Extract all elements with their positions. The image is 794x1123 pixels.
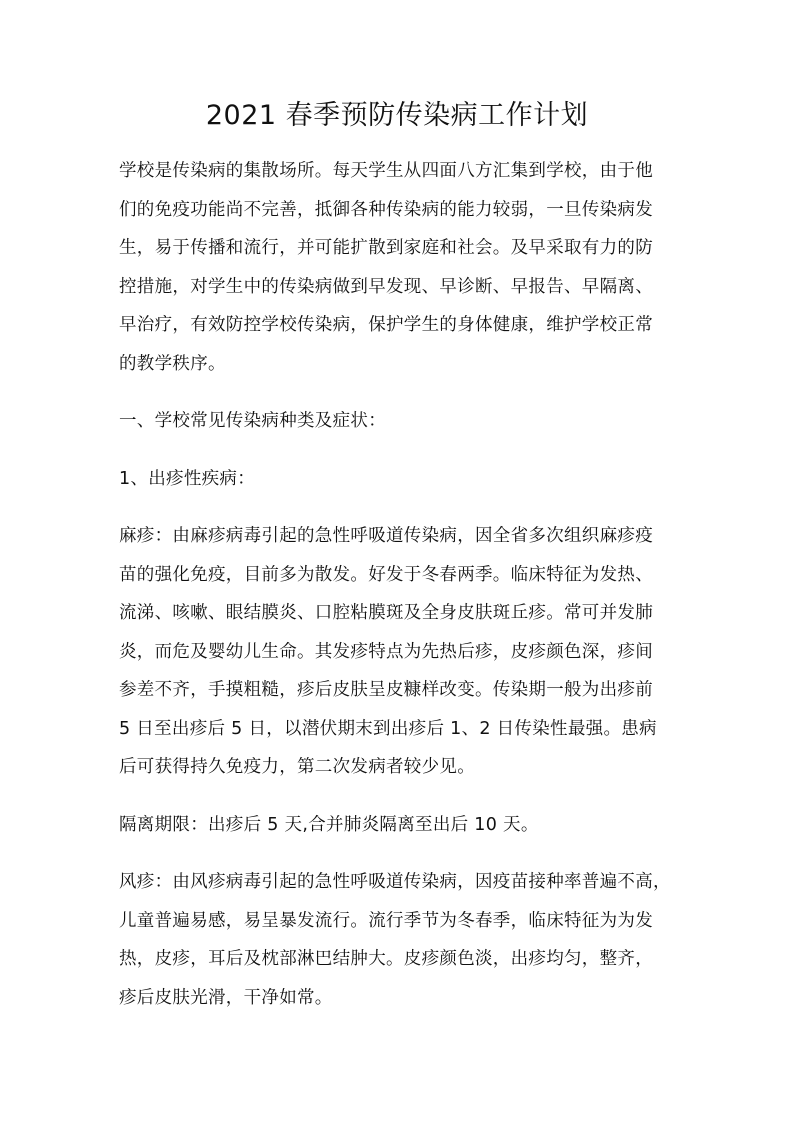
document-body bbox=[119, 152, 685, 1017]
paragraph-intro bbox=[119, 152, 685, 383]
text-line: 控措施，对学生中的传染病做到早发现、早诊断、早报告、早隔离、 bbox=[119, 276, 653, 297]
paragraph-rubella bbox=[119, 863, 685, 1017]
text-line: 一、学校常见传染病种类及症状： bbox=[119, 411, 386, 431]
text-line: 生，易于传播和流行，并可能扩散到家庭和社会。及早采取有力的防 bbox=[119, 238, 653, 258]
text-line: 疹后皮肤光滑，干净如常。 bbox=[119, 987, 333, 1008]
text-line: 参差不齐，手摸粗糙，疹后皮肤呈皮糠样改变。传染期一般为出疹前 bbox=[119, 680, 653, 700]
text-line: 热，皮疹，耳后及枕部淋巴结肿大。皮疹颜色淡，出疹均匀，整齐， bbox=[119, 949, 653, 969]
text-line: 的教学秩序。 bbox=[119, 353, 226, 374]
text-line: 5 日至出疹后 5 日，以潜伏期末到出疹后 1、2 日传染性最强。患病 bbox=[119, 718, 657, 739]
paragraph-measles bbox=[119, 517, 685, 787]
paragraph-isolation-period bbox=[119, 806, 685, 845]
text-line: 炎，而危及婴幼儿生命。其发疹特点为先热后疹，皮疹颜色深，疹间 bbox=[119, 641, 653, 662]
text-line: 儿童普遍易感，易呈暴发流行。流行季节为冬春季，临床特征为为发 bbox=[119, 910, 653, 931]
text-line: 早治疗，有效防控学校传染病，保护学生的身体健康，维护学校正常 bbox=[119, 315, 653, 335]
text-line: 学校是传染病的集散场所。每天学生从四面八方汇集到学校，由于他 bbox=[119, 161, 653, 181]
text-line: 麻疹：由麻疹病毒引起的急性呼吸道传染病，因全省多次组织麻疹疫 bbox=[119, 526, 653, 546]
text-line: 流涕、咳嗽、眼结膜炎、口腔粘膜斑及全身皮肤斑丘疹。常可并发肺 bbox=[119, 603, 653, 623]
section-heading bbox=[119, 402, 685, 441]
document-title: 2021 春季预防传染病工作计划 bbox=[205, 100, 589, 131]
text-line: 风疹：由风疹病毒引起的急性呼吸道传染病，因疫苗接种率普遍不高， bbox=[119, 872, 671, 892]
subsection-heading bbox=[119, 460, 685, 499]
text-line: 隔离期限：出疹后 5 天,合并肺炎隔离至出后 10 天。 bbox=[119, 814, 539, 835]
text-line: 们的免疫功能尚不完善，抵御各种传染病的能力较弱，一旦传染病发 bbox=[119, 199, 653, 220]
text-line: 1、出疹性疾病： bbox=[119, 468, 256, 489]
text-line: 后可获得持久免疫力，第二次发病者较少见。 bbox=[119, 757, 475, 777]
text-line: 苗的强化免疫，目前多为散发。好发于冬春两季。临床特征为发热、 bbox=[119, 564, 653, 585]
